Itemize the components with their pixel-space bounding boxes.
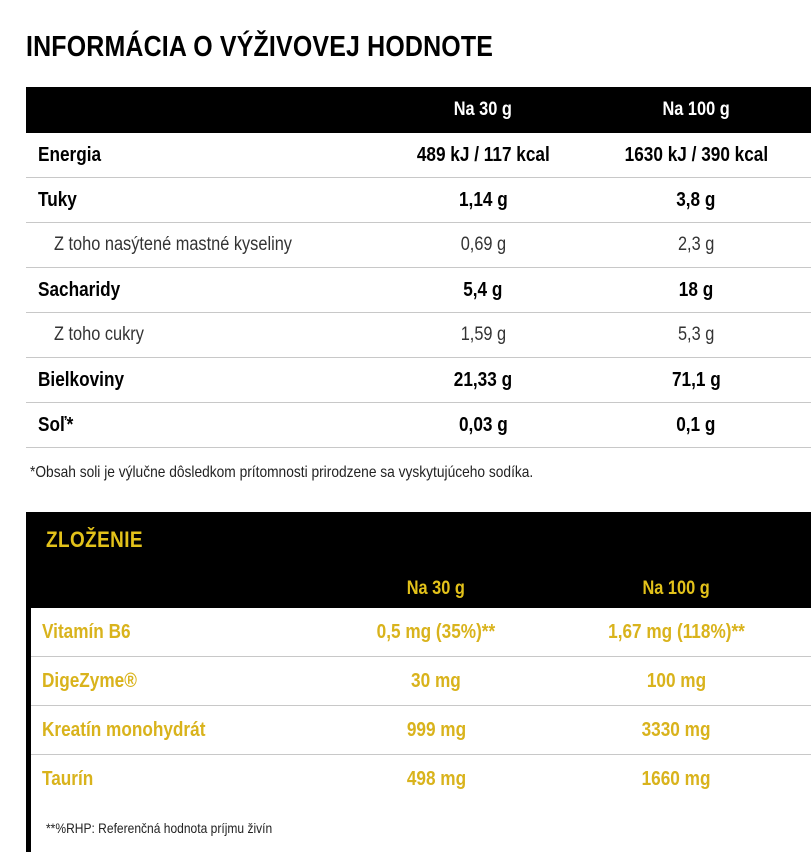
value-per-30g: 498 mg — [406, 768, 466, 790]
value-per-30g: 30 mg — [411, 670, 461, 692]
value-per-30g: 0,69 g — [460, 234, 506, 255]
value-per-30g: 1,59 g — [460, 324, 506, 345]
table-row — [31, 706, 811, 755]
salt-footnote: *Obsah soli je výlučne dôsledkom prítomnosti prirodzene sa vyskytujúceho sodíka. — [30, 464, 534, 481]
table-row — [26, 178, 811, 223]
value-per-100g: 3,8 g — [676, 189, 716, 211]
table-row — [26, 313, 811, 358]
value-per-30g: 489 kJ / 117 kcal — [416, 144, 550, 166]
composition-header-per-30g: Na 30 g — [406, 578, 466, 599]
value-per-100g: 1,67 mg (118%)** — [607, 621, 745, 643]
table-row — [26, 133, 811, 178]
table-row — [31, 657, 811, 706]
value-per-30g: 999 mg — [406, 719, 466, 741]
row-label: Soľ* — [38, 414, 74, 436]
row-label: Z toho cukry — [54, 324, 144, 345]
value-per-100g: 100 mg — [646, 670, 706, 692]
ingredient-label: Taurín — [42, 768, 94, 790]
row-label: Tuky — [38, 189, 77, 211]
header-per-30g: Na 30 g — [453, 99, 513, 120]
ingredient-label: DigeZyme® — [42, 670, 137, 692]
composition-header-per-100g: Na 100 g — [642, 578, 710, 599]
row-label: Bielkoviny — [38, 369, 125, 391]
row-label: Sacharidy — [38, 279, 121, 301]
table-row — [31, 755, 811, 803]
value-per-100g: 5,3 g — [677, 324, 715, 345]
row-label: Energia — [38, 144, 102, 166]
value-per-100g: 2,3 g — [677, 234, 715, 255]
composition-section — [26, 512, 811, 852]
ingredient-label: Kreatín monohydrát — [42, 719, 206, 741]
composition-table — [31, 608, 811, 852]
value-per-100g: 18 g — [678, 279, 714, 301]
rhp-footnote: **%RHP: Referenčná hodnota príjmu živín — [46, 820, 273, 836]
value-per-100g: 3330 mg — [641, 719, 711, 741]
value-per-30g: 0,5 mg (35%)** — [376, 621, 496, 643]
table-row — [31, 608, 811, 657]
value-per-100g: 1630 kJ / 390 kcal — [624, 144, 768, 166]
table-row — [26, 358, 811, 403]
table-row — [26, 403, 811, 448]
header-per-100g: Na 100 g — [662, 99, 730, 120]
row-label: Z toho nasýtené mastné kyseliny — [54, 234, 292, 255]
table-row — [26, 223, 811, 268]
value-per-100g: 1660 mg — [641, 768, 711, 790]
nutrition-table — [26, 87, 811, 448]
ingredient-label: Vitamín B6 — [42, 621, 131, 643]
composition-title: ZLOŽENIE — [46, 527, 143, 552]
value-per-30g: 0,03 g — [458, 414, 508, 436]
value-per-100g: 0,1 g — [676, 414, 716, 436]
value-per-30g: 1,14 g — [458, 189, 508, 211]
nutrition-title: INFORMÁCIA O VÝŽIVOVEJ HODNOTE — [26, 31, 494, 63]
value-per-30g: 21,33 g — [453, 369, 513, 391]
table-row — [26, 268, 811, 313]
nutrition-table-header — [26, 87, 811, 133]
value-per-30g: 5,4 g — [463, 279, 503, 301]
value-per-100g: 71,1 g — [671, 369, 721, 391]
